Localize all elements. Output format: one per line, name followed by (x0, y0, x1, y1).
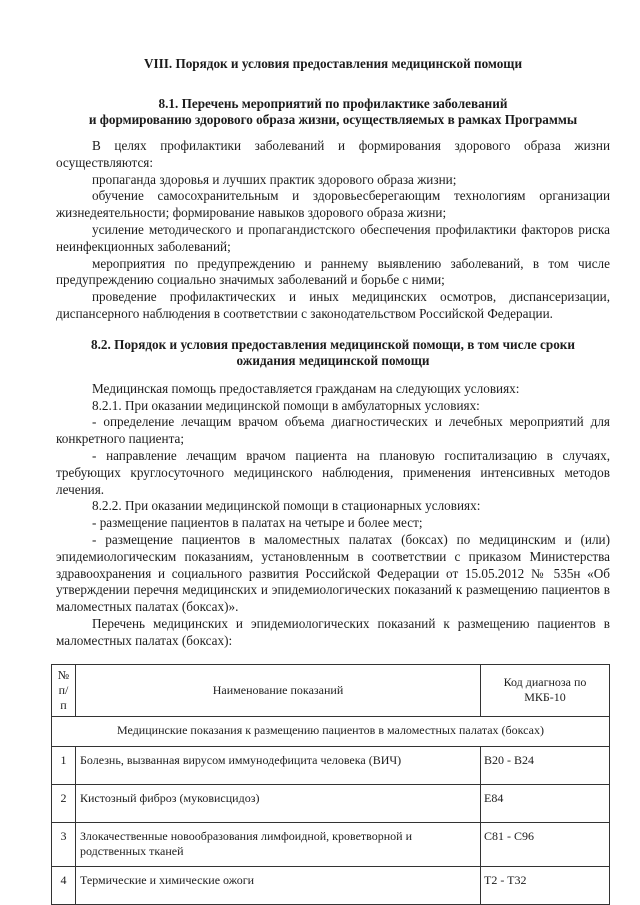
paragraph: - направление лечащим врачом пациента на плановую госпитализацию в случаях, требующих круглосуточного медицинского наблюдения, применения интенсивных методов лечения. (56, 447, 610, 497)
list-item: усиление методического и пропагандистского обеспечения профилактики факторов риска неинфекционных заболеваний; (56, 221, 610, 254)
row-code: E84 (481, 784, 610, 822)
paragraph: - размещение пациентов в маломестных палатах (боксах) по медицинским и (или) эпидемиологическим показаниям, установленным в соответствии с приказом Министерства здравоохранения и социального развития Российской Федерации от 15.05.2012 № 535н «Об утверждении перечня медицинских и эпидемиологических показаний к размещению пациентов в маломестных палатах (боксах)». (56, 531, 610, 615)
document-page (56, 56, 610, 905)
row-name: Кистозный фиброз (муковисцидоз) (76, 784, 481, 822)
table-caption-row (52, 716, 610, 746)
table-row (52, 822, 610, 866)
table-header-row (52, 664, 610, 716)
subsection-8-1-title-line2: и формированию здорового образа жизни, осуществляемых в рамках Программы (88, 112, 578, 127)
paragraph: В целях профилактики заболеваний и формирования здорового образа жизни осуществляются: (56, 138, 610, 170)
row-num: 2 (52, 784, 76, 822)
subsection-8-2-title (56, 337, 610, 369)
paragraph: - размещение пациентов в палатах на четыре и более мест; (92, 515, 423, 531)
header-num: № п/п (52, 664, 76, 716)
paragraph: Перечень медицинских и эпидемиологических показаний к размещению пациентов в маломестных палатах (боксах): (56, 615, 610, 648)
row-num: 3 (52, 822, 76, 866)
subsection-8-2 (56, 337, 610, 650)
list-item: мероприятия по предупреждению и раннему выявлению заболеваний, в том числе предупреждению социально значимых заболеваний и борьбе с ними; (56, 255, 610, 288)
row-num: 4 (52, 866, 76, 904)
indications-table (51, 664, 610, 905)
row-name: Термические и химические ожоги (76, 866, 481, 904)
list-item: проведение профилактических и иных медицинских осмотров, диспансеризации, диспансерного наблюдения в соответствии с законодательством Российской Федерации. (56, 289, 610, 321)
subsection-8-1-title-line1: 8.1. Перечень мероприятий по профилактике заболеваний (158, 96, 508, 111)
row-code: T2 - T32 (481, 866, 610, 904)
measures-list (56, 172, 610, 323)
table-row (52, 866, 610, 904)
row-name: Злокачественные новообразования лимфоидной, кроветворной и родственных тканей (76, 822, 481, 866)
subsection-8-1 (56, 96, 610, 323)
paragraph: Медицинская помощь предоставляется гражданам на следующих условиях: (92, 380, 520, 396)
row-code: C81 - C96 (481, 822, 610, 866)
list-item: обучение самосохранительным и здоровьесберегающим технологиям организации жизнедеятельности; формирование навыков здорового образа жизни; (56, 188, 610, 221)
conditions-text (56, 381, 610, 650)
paragraph: 8.2.1. При оказании медицинской помощи в амбулаторных условиях: (92, 397, 480, 413)
table-row (52, 784, 610, 822)
table-caption: Медицинские показания к размещению пациентов в маломестных палатах (боксах) (52, 716, 610, 746)
row-name: Болезнь, вызванная вирусом иммунодефицита человека (ВИЧ) (76, 746, 481, 784)
row-num: 1 (52, 746, 76, 784)
section-title: VIII. Порядок и условия предоставления медицинской помощи (143, 56, 523, 71)
subsection-8-1-title (56, 96, 610, 128)
row-code: B20 - B24 (481, 746, 610, 784)
table-row (52, 746, 610, 784)
header-name: Наименование показаний (76, 664, 481, 716)
list-item: пропаганда здоровья и лучших практик здорового образа жизни; (92, 171, 457, 187)
subsection-8-2-title-line2: ожидания медицинской помощи (236, 352, 430, 368)
paragraph: - определение лечащим врачом объема диагностических и лечебных мероприятий для конкретного пациента; (56, 414, 610, 447)
paragraph: 8.2.2. При оказании медицинской помощи в стационарных условиях: (92, 498, 481, 514)
header-code: Код диагноза по МКБ-10 (481, 664, 610, 716)
subsection-8-2-title-line1: 8.2. Порядок и условия предоставления медицинской помощи, в том числе сроки (90, 336, 576, 352)
